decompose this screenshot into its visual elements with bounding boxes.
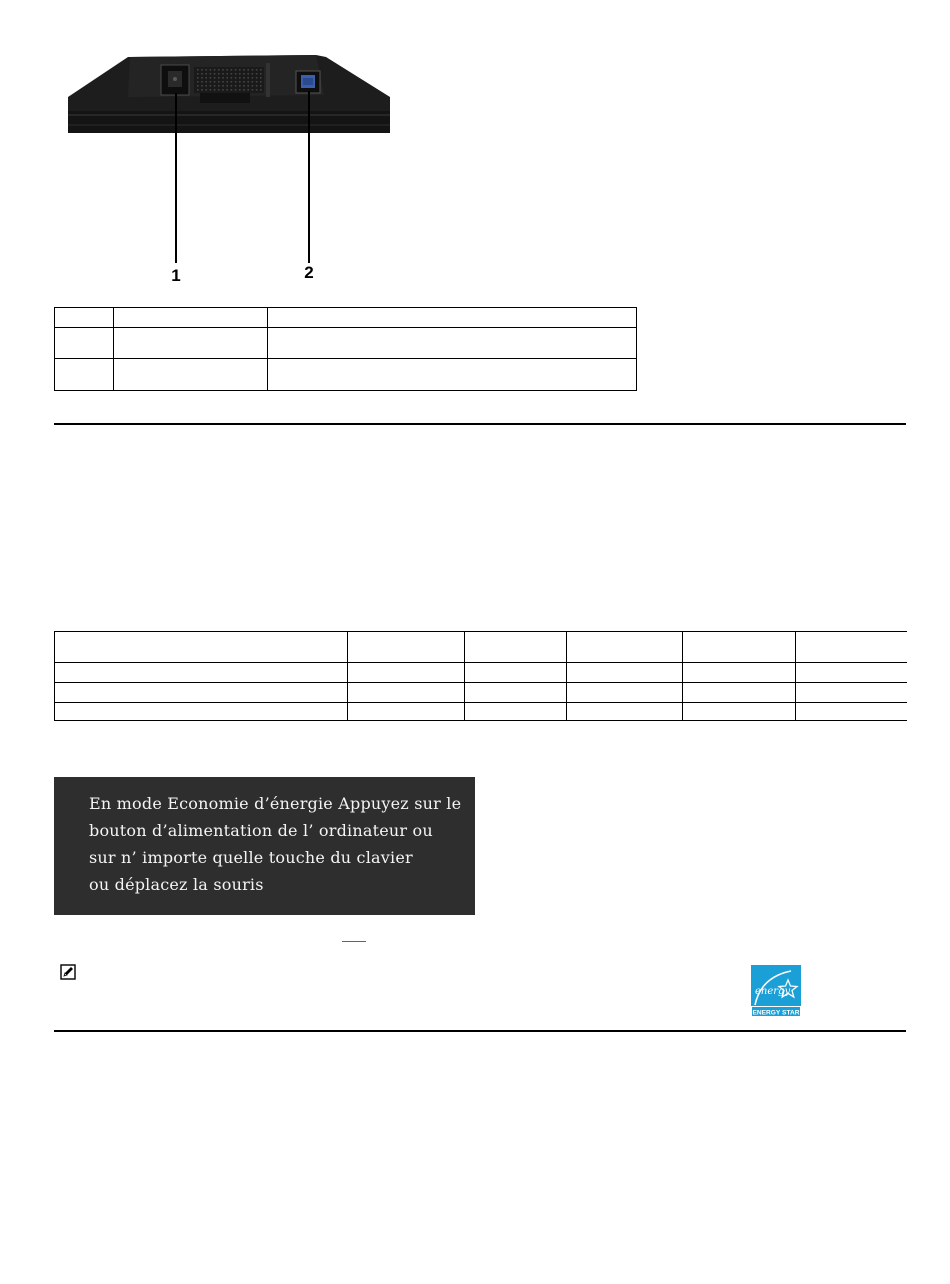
table-cell: [55, 308, 114, 328]
vent-hole: [218, 89, 220, 91]
callout-2: 2: [304, 263, 314, 282]
table-cell: [465, 632, 567, 663]
vent-hole: [235, 77, 237, 79]
vent-hole: [218, 85, 220, 87]
vent-hole: [252, 69, 254, 71]
vent-hole: [239, 81, 241, 83]
vent-hole: [231, 73, 233, 75]
vent-hole: [205, 89, 207, 91]
callout-1: 1: [171, 266, 181, 285]
vent-hole: [239, 89, 241, 91]
vent-hole: [247, 77, 249, 79]
table-cell: [114, 308, 268, 328]
vent-hole: [222, 69, 224, 71]
table-cell: [567, 703, 683, 721]
table-cell: [465, 663, 567, 683]
table-cell: [567, 683, 683, 703]
table-row: [55, 683, 908, 703]
vent-hole: [256, 81, 258, 83]
table-cell: [268, 328, 637, 359]
vent-hole: [247, 89, 249, 91]
vent-hole: [260, 69, 262, 71]
monitor-rear-illustration: [60, 45, 400, 290]
vent-hole: [197, 69, 199, 71]
vent-hole: [243, 69, 245, 71]
vent-hole: [201, 81, 203, 83]
back-to-top-link[interactable]: [342, 941, 366, 942]
vent-hole: [226, 89, 228, 91]
vent-hole: [222, 73, 224, 75]
vent-hole: [247, 69, 249, 71]
vent-hole: [243, 77, 245, 79]
table-cell: [683, 632, 796, 663]
table-row: [55, 703, 908, 721]
vent-hole: [252, 89, 254, 91]
connector-table: [54, 307, 637, 391]
power-management-table: [54, 631, 907, 721]
energy-star-logo: [751, 965, 801, 1017]
section-divider: [54, 1030, 906, 1032]
vent-hole: [235, 81, 237, 83]
table-row: [55, 632, 908, 663]
vent-hole: [214, 69, 216, 71]
vent-hole: [239, 73, 241, 75]
vent-hole: [218, 69, 220, 71]
vent-hole: [210, 69, 212, 71]
vent-hole: [235, 89, 237, 91]
table-row: [55, 663, 908, 683]
vent-hole: [222, 85, 224, 87]
vent-hole: [214, 81, 216, 83]
vent-hole: [231, 81, 233, 83]
vent-hole: [231, 85, 233, 87]
vent-hole: [197, 73, 199, 75]
table-cell: [268, 308, 637, 328]
vent-hole: [243, 89, 245, 91]
vent-hole: [252, 85, 254, 87]
table-cell: [567, 663, 683, 683]
vent-hole: [260, 85, 262, 87]
vent-hole: [218, 81, 220, 83]
table-cell: [796, 703, 908, 721]
vent-hole: [218, 77, 220, 79]
vent-hole: [256, 69, 258, 71]
vent-hole: [252, 73, 254, 75]
energy-star-script: energy: [755, 986, 791, 997]
vent-hole: [205, 85, 207, 87]
vent-hole: [260, 89, 262, 91]
vent-hole: [201, 69, 203, 71]
table-cell: [55, 683, 348, 703]
vent-hole: [247, 85, 249, 87]
vent-hole: [210, 89, 212, 91]
vent-hole: [205, 77, 207, 79]
vent-hole: [231, 77, 233, 79]
vent-hole: [197, 85, 199, 87]
vent-hole: [260, 81, 262, 83]
vent-hole: [252, 81, 254, 83]
note-pencil-icon: [60, 964, 76, 980]
vent-hole: [226, 69, 228, 71]
vent-hole: [214, 77, 216, 79]
vent-hole: [231, 89, 233, 91]
vent-hole: [226, 77, 228, 79]
vent-hole: [231, 69, 233, 71]
vent-hole: [260, 77, 262, 79]
table-cell: [348, 632, 465, 663]
table-row: [55, 308, 637, 328]
table-cell: [348, 683, 465, 703]
vent-hole: [226, 81, 228, 83]
table-cell: [114, 359, 268, 391]
vent-hole: [239, 77, 241, 79]
vent-hole: [226, 85, 228, 87]
vent-hole: [201, 73, 203, 75]
vent-hole: [235, 85, 237, 87]
vent-hole: [260, 73, 262, 75]
table-cell: [683, 683, 796, 703]
energy-star-caption: ENERGY STAR: [752, 1009, 800, 1017]
table-cell: [114, 328, 268, 359]
osd-message-line: bouton d’alimentation de l’ ordinateur ou: [89, 821, 433, 840]
table-cell: [348, 703, 465, 721]
vent-hole: [235, 69, 237, 71]
table-row: [55, 359, 637, 391]
vent-hole: [243, 73, 245, 75]
vent-hole: [201, 85, 203, 87]
osd-message-line: ou déplacez la souris: [89, 875, 264, 894]
vent-hole: [210, 77, 212, 79]
table-cell: [268, 359, 637, 391]
vent-hole: [222, 81, 224, 83]
section-divider: [54, 423, 906, 425]
vent-hole: [214, 85, 216, 87]
table-cell: [567, 632, 683, 663]
vent-hole: [222, 77, 224, 79]
vent-hole: [239, 85, 241, 87]
table-cell: [55, 632, 348, 663]
vent-hole: [214, 89, 216, 91]
vent-hole: [235, 73, 237, 75]
vent-hole: [243, 81, 245, 83]
vent-hole: [256, 85, 258, 87]
vent-hole: [247, 73, 249, 75]
vent-hole: [243, 85, 245, 87]
vent-hole: [201, 89, 203, 91]
vent-hole: [256, 73, 258, 75]
vent-hole: [210, 73, 212, 75]
table-cell: [465, 703, 567, 721]
vent-hole: [205, 81, 207, 83]
vent-hole: [197, 77, 199, 79]
osd-power-save-message: [54, 777, 475, 915]
osd-message-line: sur n’ importe quelle touche du clavier: [89, 848, 413, 867]
table-cell: [55, 663, 348, 683]
vent-hole: [252, 77, 254, 79]
vent-hole: [205, 69, 207, 71]
table-cell: [683, 703, 796, 721]
vent-hole: [205, 73, 207, 75]
vent-hole: [256, 77, 258, 79]
vent-hole: [210, 81, 212, 83]
vent-hole: [197, 89, 199, 91]
vent-hole: [210, 85, 212, 87]
table-cell: [465, 683, 567, 703]
table-cell: [796, 663, 908, 683]
vent-hole: [247, 81, 249, 83]
table-cell: [55, 359, 114, 391]
table-cell: [796, 632, 908, 663]
vent-hole: [218, 73, 220, 75]
table-cell: [683, 663, 796, 683]
vent-hole: [197, 81, 199, 83]
vent-hole: [201, 77, 203, 79]
vent-hole: [214, 73, 216, 75]
table-cell: [348, 663, 465, 683]
vent-hole: [256, 89, 258, 91]
table-cell: [796, 683, 908, 703]
vent-hole: [222, 89, 224, 91]
vent-hole: [226, 73, 228, 75]
osd-message-line: En mode Economie d’énergie Appuyez sur le: [89, 794, 462, 813]
table-cell: [55, 328, 114, 359]
table-cell: [55, 703, 348, 721]
vent-hole: [239, 69, 241, 71]
table-row: [55, 328, 637, 359]
